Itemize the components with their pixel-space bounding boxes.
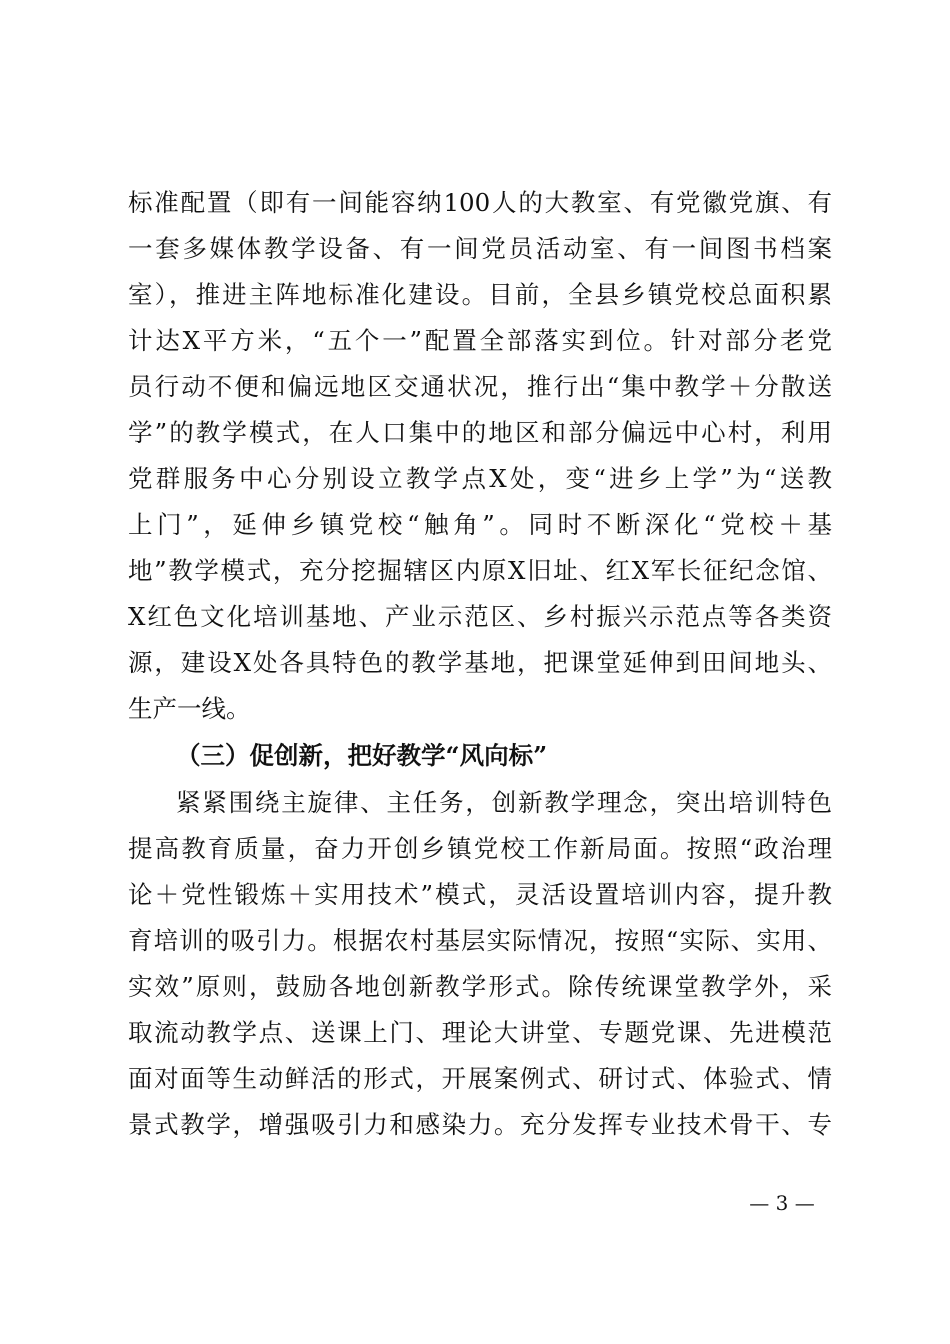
paragraph-1-line-11: 源，建设X处各具特色的教学基地，把课堂延伸到田间地头、	[128, 648, 832, 677]
paragraph-1-line-5: 员行动不便和偏远地区交通状况，推行出“集中教学＋分散送	[128, 372, 832, 401]
paragraph-2-line-5: 实效”原则，鼓励各地创新教学形式。除传统课堂教学外，采	[128, 972, 832, 1001]
paragraph-1-line-6: 学”的教学模式，在人口集中的地区和部分偏远中心村，利用	[128, 418, 832, 447]
paragraph-2-line-3: 论＋党性锻炼＋实用技术”模式，灵活设置培训内容，提升教	[128, 880, 832, 909]
paragraph-1-line-8: 上门”，延伸乡镇党校“触角”。同时不断深化“党校＋基	[128, 510, 832, 539]
page-number: — 3 —	[749, 1191, 815, 1215]
paragraph-1-line-4: 计达X平方米，“五个一”配置全部落实到位。针对部分老党	[128, 326, 832, 355]
paragraph-1-line-10: X红色文化培训基地、产业示范区、乡村振兴示范点等各类资	[128, 602, 832, 631]
paragraph-1-line-12: 生产一线。	[128, 694, 251, 723]
paragraph-1-line-2: 一套多媒体教学设备、有一间党员活动室、有一间图书档案	[128, 234, 832, 263]
paragraph-1-line-7: 党群服务中心分别设立教学点X处，变“进乡上学”为“送教	[128, 464, 832, 493]
paragraph-2-line-2: 提高教育质量，奋力开创乡镇党校工作新局面。按照“政治理	[128, 834, 832, 863]
paragraph-1-line-1: 标准配置（即有一间能容纳100人的大教室、有党徽党旗、有	[128, 188, 832, 217]
paragraph-1-line-3: 室），推进主阵地标准化建设。目前，全县乡镇党校总面积累	[128, 280, 832, 309]
paragraph-2-line-1: 紧紧围绕主旋律、主任务，创新教学理念，突出培训特色	[176, 788, 832, 817]
paragraph-2-line-8: 景式教学，增强吸引力和感染力。充分发挥专业技术骨干、专	[128, 1110, 832, 1139]
paragraph-2-line-6: 取流动教学点、送课上门、理论大讲堂、专题党课、先进模范	[128, 1018, 832, 1047]
paragraph-1-line-9: 地”教学模式，充分挖掘辖区内原X旧址、红X军长征纪念馆、	[128, 556, 832, 585]
section-heading: （三）促创新，把好教学“风向标”	[176, 741, 548, 770]
paragraph-2-line-4: 育培训的吸引力。根据农村基层实际情况，按照“实际、实用、	[128, 926, 832, 955]
paragraph-2-line-7: 面对面等生动鲜活的形式，开展案例式、研讨式、体验式、情	[128, 1064, 832, 1093]
